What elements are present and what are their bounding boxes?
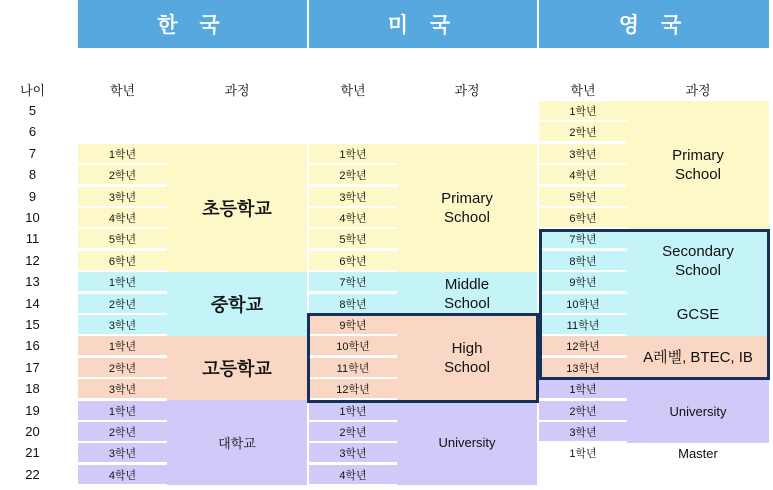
uk-grade-cell: 4학년 bbox=[539, 165, 627, 186]
us-grade-cell: 12학년 bbox=[309, 379, 397, 400]
age-cell: 16 bbox=[25, 338, 40, 353]
us-grade-cell: 11학년 bbox=[309, 358, 397, 379]
header-usa: 미 국 bbox=[309, 0, 537, 48]
kr-grade-cell: 3학년 bbox=[78, 443, 167, 464]
age-cell: 7 bbox=[28, 146, 37, 161]
col-header-us-grade: 학년 bbox=[340, 83, 366, 98]
age-cell: 12 bbox=[25, 253, 40, 268]
uk-grade-cell: 2학년 bbox=[539, 401, 627, 422]
uk-course-university: University bbox=[627, 379, 769, 443]
us-grade-cell: 1학년 bbox=[309, 401, 397, 422]
kr-grade-cell: 4학년 bbox=[78, 465, 167, 486]
kr-grade-cell: 3학년 bbox=[78, 379, 167, 400]
uk-grade-cell: 1학년 bbox=[539, 443, 627, 464]
uk-grade-cell: 1학년 bbox=[539, 379, 627, 400]
col-header-uk-grade: 학년 bbox=[570, 83, 596, 98]
us-grade-cell: 7학년 bbox=[309, 272, 397, 293]
us-grade-cell: 4학년 bbox=[309, 208, 397, 229]
age-cell: 8 bbox=[28, 167, 37, 182]
kr-grade-cell: 2학년 bbox=[78, 358, 167, 379]
uk-grade-cell: 6학년 bbox=[539, 208, 627, 229]
us-grade-cell: 9학년 bbox=[309, 315, 397, 336]
uk-grade-cell: 3학년 bbox=[539, 422, 627, 443]
kr-grade-cell: 3학년 bbox=[78, 187, 167, 208]
uk-grade-cell: 12학년 bbox=[539, 336, 627, 357]
us-grade-cell: 3학년 bbox=[309, 443, 397, 464]
kr-grade-cell: 3학년 bbox=[78, 315, 167, 336]
kr-grade-cell: 1학년 bbox=[78, 401, 167, 422]
us-course-primary: Primary School bbox=[397, 144, 537, 272]
kr-grade-cell: 2학년 bbox=[78, 165, 167, 186]
uk-grade-cell: 3학년 bbox=[539, 144, 627, 165]
header-uk: 영 국 bbox=[539, 0, 769, 48]
kr-grade-cell: 1학년 bbox=[78, 336, 167, 357]
uk-grade-cell: 8학년 bbox=[539, 251, 627, 272]
age-cell: 13 bbox=[25, 274, 40, 289]
us-grade-cell: 2학년 bbox=[309, 422, 397, 443]
age-cell: 6 bbox=[28, 124, 37, 139]
kr-grade-cell: 1학년 bbox=[78, 272, 167, 293]
age-cell: 9 bbox=[28, 189, 37, 204]
uk-grade-cell: 7학년 bbox=[539, 229, 627, 250]
uk-course-alevel: A레벨, BTEC, IB bbox=[627, 336, 769, 379]
age-cell: 15 bbox=[25, 317, 40, 332]
age-cell: 18 bbox=[25, 381, 40, 396]
age-cell: 19 bbox=[25, 403, 40, 418]
kr-course-middle: 중학교 bbox=[167, 272, 307, 336]
header-korea: 한 국 bbox=[78, 0, 307, 48]
uk-course-secondary: Secondary School bbox=[627, 229, 769, 293]
kr-grade-cell: 4학년 bbox=[78, 208, 167, 229]
col-header-us-course: 과정 bbox=[454, 83, 480, 98]
uk-course-primary: Primary School bbox=[627, 101, 769, 229]
us-grade-cell: 3학년 bbox=[309, 187, 397, 208]
us-grade-cell: 10학년 bbox=[309, 336, 397, 357]
kr-course-high: 고등학교 bbox=[167, 336, 307, 400]
col-header-age: 나이 bbox=[19, 83, 46, 98]
us-course-university: University bbox=[397, 400, 537, 485]
uk-grade-cell: 5학년 bbox=[539, 187, 627, 208]
uk-grade-cell: 10학년 bbox=[539, 294, 627, 315]
kr-grade-cell: 1학년 bbox=[78, 144, 167, 165]
us-grade-cell: 8학년 bbox=[309, 294, 397, 315]
uk-grade-cell: 9학년 bbox=[539, 272, 627, 293]
uk-grade-cell: 2학년 bbox=[539, 122, 627, 143]
uk-grade-cell: 1학년 bbox=[539, 101, 627, 122]
us-course-high: High School bbox=[397, 315, 537, 400]
age-cell: 14 bbox=[25, 296, 40, 311]
age-cell: 20 bbox=[25, 424, 40, 439]
age-cell: 5 bbox=[28, 103, 37, 118]
kr-grade-cell: 6학년 bbox=[78, 251, 167, 272]
us-grade-cell: 6학년 bbox=[309, 251, 397, 272]
kr-grade-cell: 5학년 bbox=[78, 229, 167, 250]
uk-course-master: Master bbox=[627, 443, 769, 464]
age-cell: 22 bbox=[25, 467, 40, 482]
uk-grade-cell: 11학년 bbox=[539, 315, 627, 336]
age-cell: 17 bbox=[25, 360, 40, 375]
age-cell: 21 bbox=[25, 445, 40, 460]
us-grade-cell: 4학년 bbox=[309, 465, 397, 486]
age-cell: 11 bbox=[25, 231, 40, 246]
kr-grade-cell: 2학년 bbox=[78, 294, 167, 315]
age-cell: 10 bbox=[25, 210, 40, 225]
col-header-kr-grade: 학년 bbox=[109, 83, 136, 98]
us-grade-cell: 5학년 bbox=[309, 229, 397, 250]
uk-grade-cell: 13학년 bbox=[539, 358, 627, 379]
kr-grade-cell: 2학년 bbox=[78, 422, 167, 443]
uk-course-gcse: GCSE bbox=[627, 293, 769, 336]
us-grade-cell: 2학년 bbox=[309, 165, 397, 186]
us-grade-cell: 1학년 bbox=[309, 144, 397, 165]
col-header-kr-course: 과정 bbox=[224, 83, 250, 98]
col-header-uk-course: 과정 bbox=[685, 83, 711, 98]
kr-course-elementary: 초등학교 bbox=[167, 144, 307, 272]
kr-course-university: 대학교 bbox=[167, 400, 307, 485]
us-course-middle: Middle School bbox=[397, 272, 537, 315]
